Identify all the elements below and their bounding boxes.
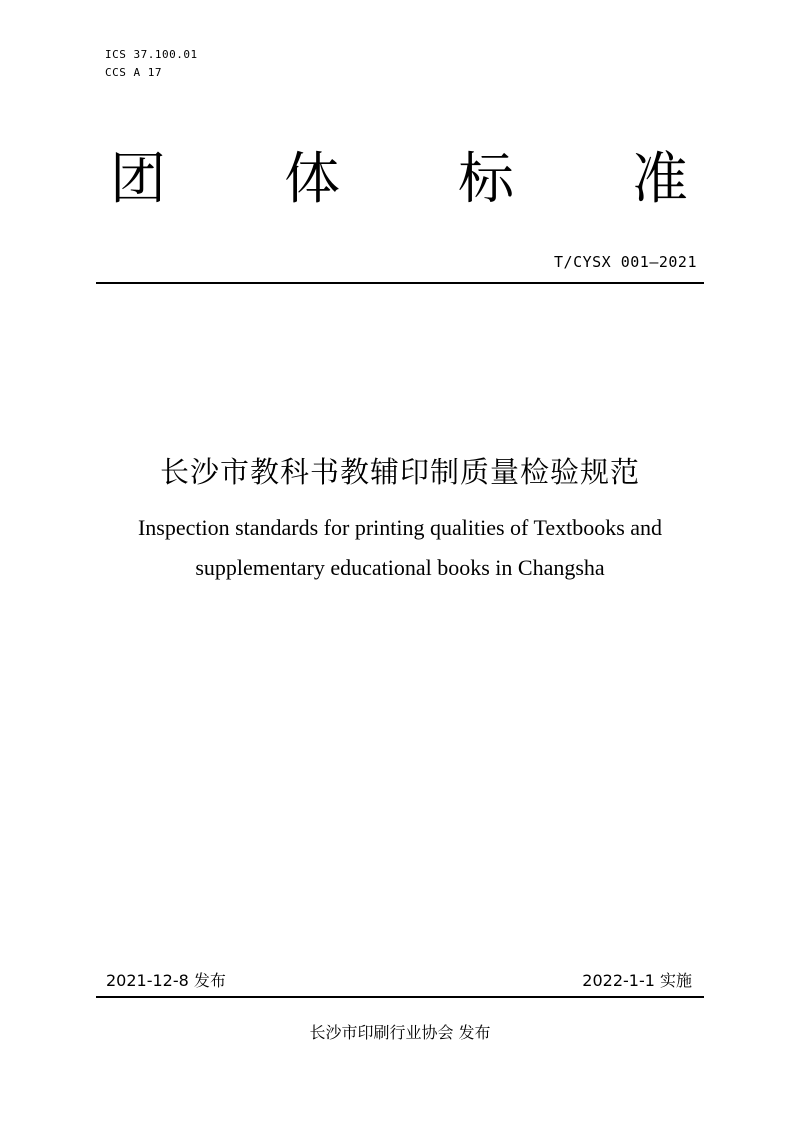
title-english-line-1: Inspection standards for printing qualities of Textbooks and [137, 515, 663, 540]
publisher: 长沙市印刷行业协会 发布 [309, 1023, 491, 1042]
top-divider [96, 282, 704, 284]
standard-type-char-2: 体 [284, 147, 340, 212]
title-english-line-2: supplementary educational books in Changsha [195, 555, 605, 580]
standard-type-char-4: 准 [632, 147, 688, 212]
effective-date: 2022-1-1 实施 [582, 971, 692, 990]
standard-type-char-1: 团 [110, 147, 166, 212]
ics-code: ICS 37.100.01 [105, 48, 198, 61]
standard-type-heading [100, 140, 700, 220]
standard-number: T/CYSX 001—2021 [554, 253, 697, 271]
standard-type-char-3: 标 [458, 147, 514, 212]
title-chinese: 长沙市教科书教辅印制质量检验规范 [159, 455, 640, 489]
bottom-divider [96, 996, 704, 998]
title-english [100, 508, 700, 588]
issue-date: 2021-12-8 发布 [106, 971, 226, 990]
ccs-code: CCS A 17 [105, 66, 162, 79]
classification-codes [105, 46, 198, 82]
